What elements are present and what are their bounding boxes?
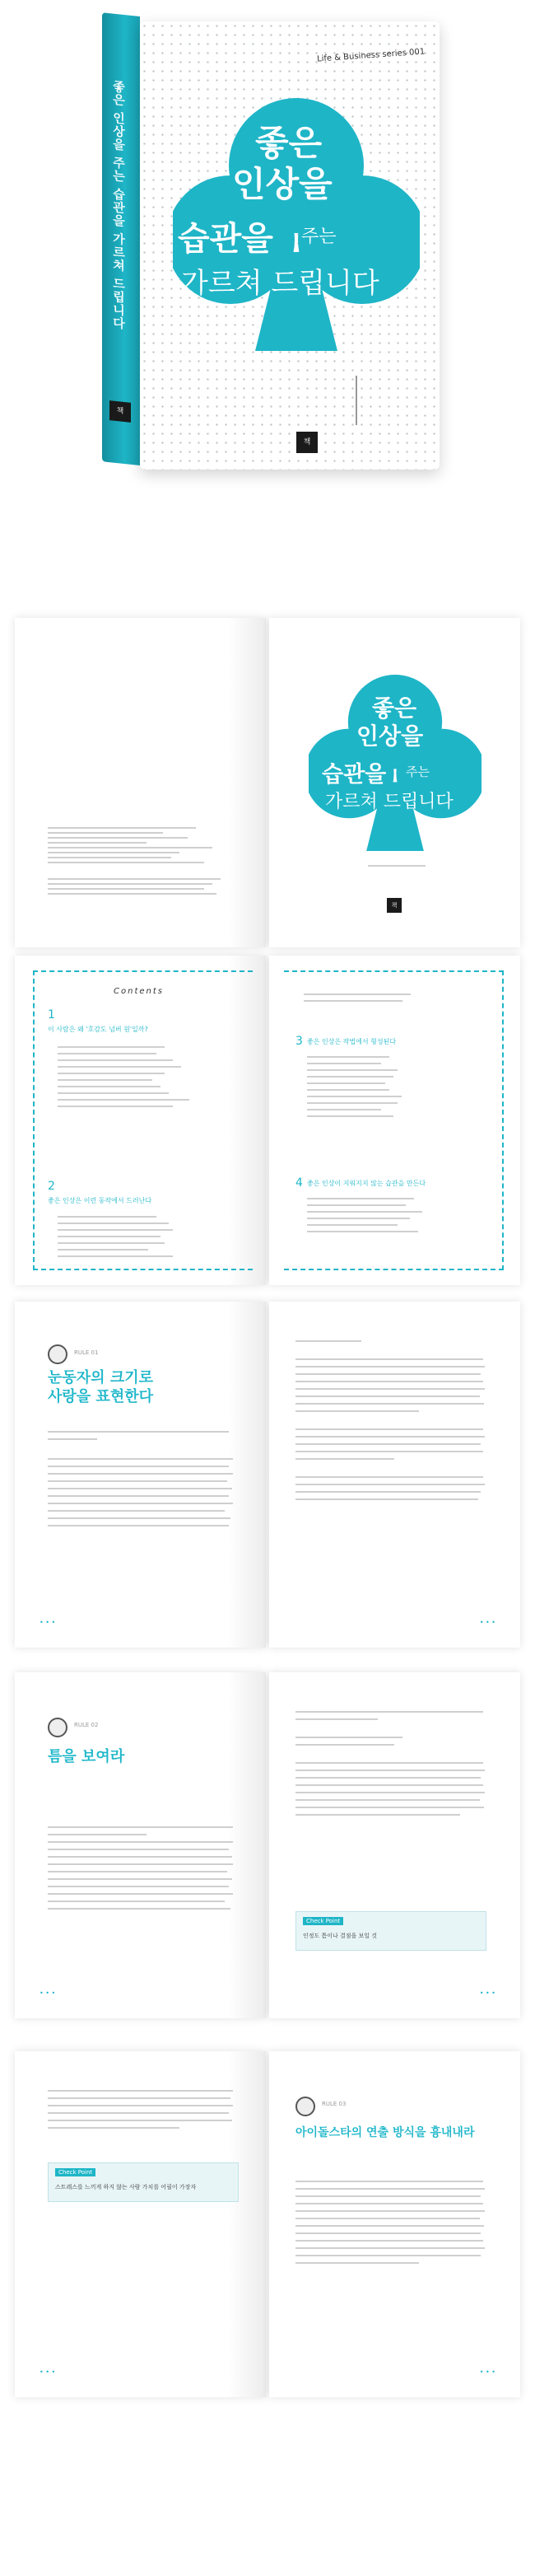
cover-title-3: 습관을 bbox=[178, 220, 273, 258]
toc-section4-title: 좋은 인상이 지워지지 않는 습관을 만든다 bbox=[307, 1180, 426, 1187]
rule02-body-right bbox=[295, 1705, 489, 1821]
series-label: Life & Business series 001 bbox=[316, 47, 426, 64]
cover-title-1: 좋은 bbox=[255, 123, 323, 163]
contents-label: Contents bbox=[114, 987, 164, 996]
toc-section3-num: 3 bbox=[295, 1035, 303, 1048]
title-page-logo: 책 bbox=[387, 898, 402, 913]
right-page-contents bbox=[269, 956, 520, 1285]
book-front bbox=[140, 21, 440, 470]
rule03-check-point bbox=[48, 2162, 239, 2202]
cover-publisher-logo: 책 bbox=[296, 432, 318, 453]
spread-rule-03 bbox=[15, 2051, 520, 2397]
spread-contents bbox=[15, 956, 520, 1285]
rule03-page-num-right: • • • bbox=[479, 2368, 495, 2376]
book-cover-3d bbox=[102, 16, 448, 494]
rule02-page-num-right: • • • bbox=[479, 1989, 495, 1997]
cover-title-4: 가르쳐 드립니다 bbox=[181, 267, 379, 300]
rule03-page-num-left: • • • bbox=[40, 2368, 56, 2376]
right-page-rule02 bbox=[269, 1672, 520, 2018]
rule01-body-left bbox=[48, 1425, 237, 1532]
toc-section3-items bbox=[307, 1051, 472, 1122]
rule02-check-point bbox=[295, 1911, 486, 1951]
rule02-page-num-left: • • • bbox=[40, 1989, 56, 1997]
toc-section3-title: 좋은 인상은 작법에서 형성된다 bbox=[307, 1038, 397, 1045]
rule01-page-num-right: • • • bbox=[479, 1619, 495, 1626]
cover-title-2: 인상을 bbox=[232, 164, 333, 204]
toc-section2-num: 2 bbox=[48, 1180, 55, 1193]
rule03-body-left bbox=[48, 2084, 237, 2134]
rule03-chapter-label: RULE 03 bbox=[322, 2101, 347, 2107]
rule02-body-left bbox=[48, 1821, 237, 1915]
toc-section4-num: 4 bbox=[295, 1176, 303, 1190]
rule03-check-point-text: 스트레스를 느끼게 하지 않는 사람 가치를 어필이 가장자 bbox=[55, 2184, 197, 2190]
rule03-body-right bbox=[295, 2175, 489, 2270]
title-page-line4: 가르쳐 드립니다 bbox=[325, 792, 454, 812]
rule03-icon bbox=[295, 2097, 315, 2116]
spine-publisher-logo: 책 bbox=[109, 400, 131, 423]
rule02-check-point-label: Check Point bbox=[303, 1917, 343, 1925]
left-page-copyright bbox=[15, 618, 266, 947]
toc-section2-continued bbox=[304, 989, 468, 1007]
spread-title-page bbox=[15, 618, 520, 947]
left-page-rule03 bbox=[15, 2051, 266, 2397]
toc-section1-num: 1 bbox=[48, 1008, 55, 1022]
toc-section2-title: 좋은 인상은 이런 동작에서 드러난다 bbox=[48, 1197, 152, 1204]
rule02-chapter-label: RULE 02 bbox=[74, 1722, 99, 1728]
left-page-rule01 bbox=[15, 1302, 266, 1648]
rule02-heading: 틈을 보여라 bbox=[48, 1748, 125, 1765]
rule01-icon bbox=[48, 1344, 67, 1364]
left-page-contents bbox=[15, 956, 266, 1285]
rule01-page-num-left: • • • bbox=[40, 1619, 56, 1626]
title-page-line3b: 주는 bbox=[406, 764, 430, 779]
cover-title-3b: 주는 bbox=[301, 227, 337, 247]
spine-title: 좋은 인상을 주는 습관을 가르쳐 드립니다 bbox=[111, 79, 126, 331]
rule03-check-point-label: Check Point bbox=[55, 2168, 95, 2176]
cover-author bbox=[356, 376, 357, 425]
title-page-author bbox=[368, 865, 426, 867]
title-page-line1: 좋은 bbox=[372, 694, 417, 722]
left-page-rule02 bbox=[15, 1672, 266, 2018]
book-spine bbox=[102, 12, 140, 465]
spread-rule-02 bbox=[15, 1672, 520, 2018]
rule03-heading: 아이돌스타의 연출 방식을 흉내내라 bbox=[295, 2126, 475, 2139]
toc-section1-items bbox=[58, 1041, 222, 1112]
rule01-body-right bbox=[295, 1335, 489, 1506]
toc-section2-items bbox=[58, 1211, 222, 1262]
copyright-block bbox=[48, 824, 237, 898]
rule02-check-point-text: 인정도 틈이나 결점을 보일 것 bbox=[303, 1933, 378, 1939]
toc-section1-title: 이 사람은 왜 '호감도 넘버 원'일까? bbox=[48, 1026, 148, 1033]
rule02-icon bbox=[48, 1718, 67, 1737]
title-page-line3: 습관을 bbox=[322, 762, 387, 788]
title-page-line2: 인상을 bbox=[356, 722, 424, 750]
toc-section4-items bbox=[307, 1193, 472, 1237]
rule01-heading: 눈동자의 크기로 사랑을 표현한다 bbox=[48, 1369, 153, 1405]
spread-rule-01 bbox=[15, 1302, 520, 1648]
rule01-chapter-label: RULE 01 bbox=[74, 1349, 99, 1356]
right-page-rule03 bbox=[269, 2051, 520, 2397]
right-page-title bbox=[269, 618, 520, 947]
right-page-rule01 bbox=[269, 1302, 520, 1648]
